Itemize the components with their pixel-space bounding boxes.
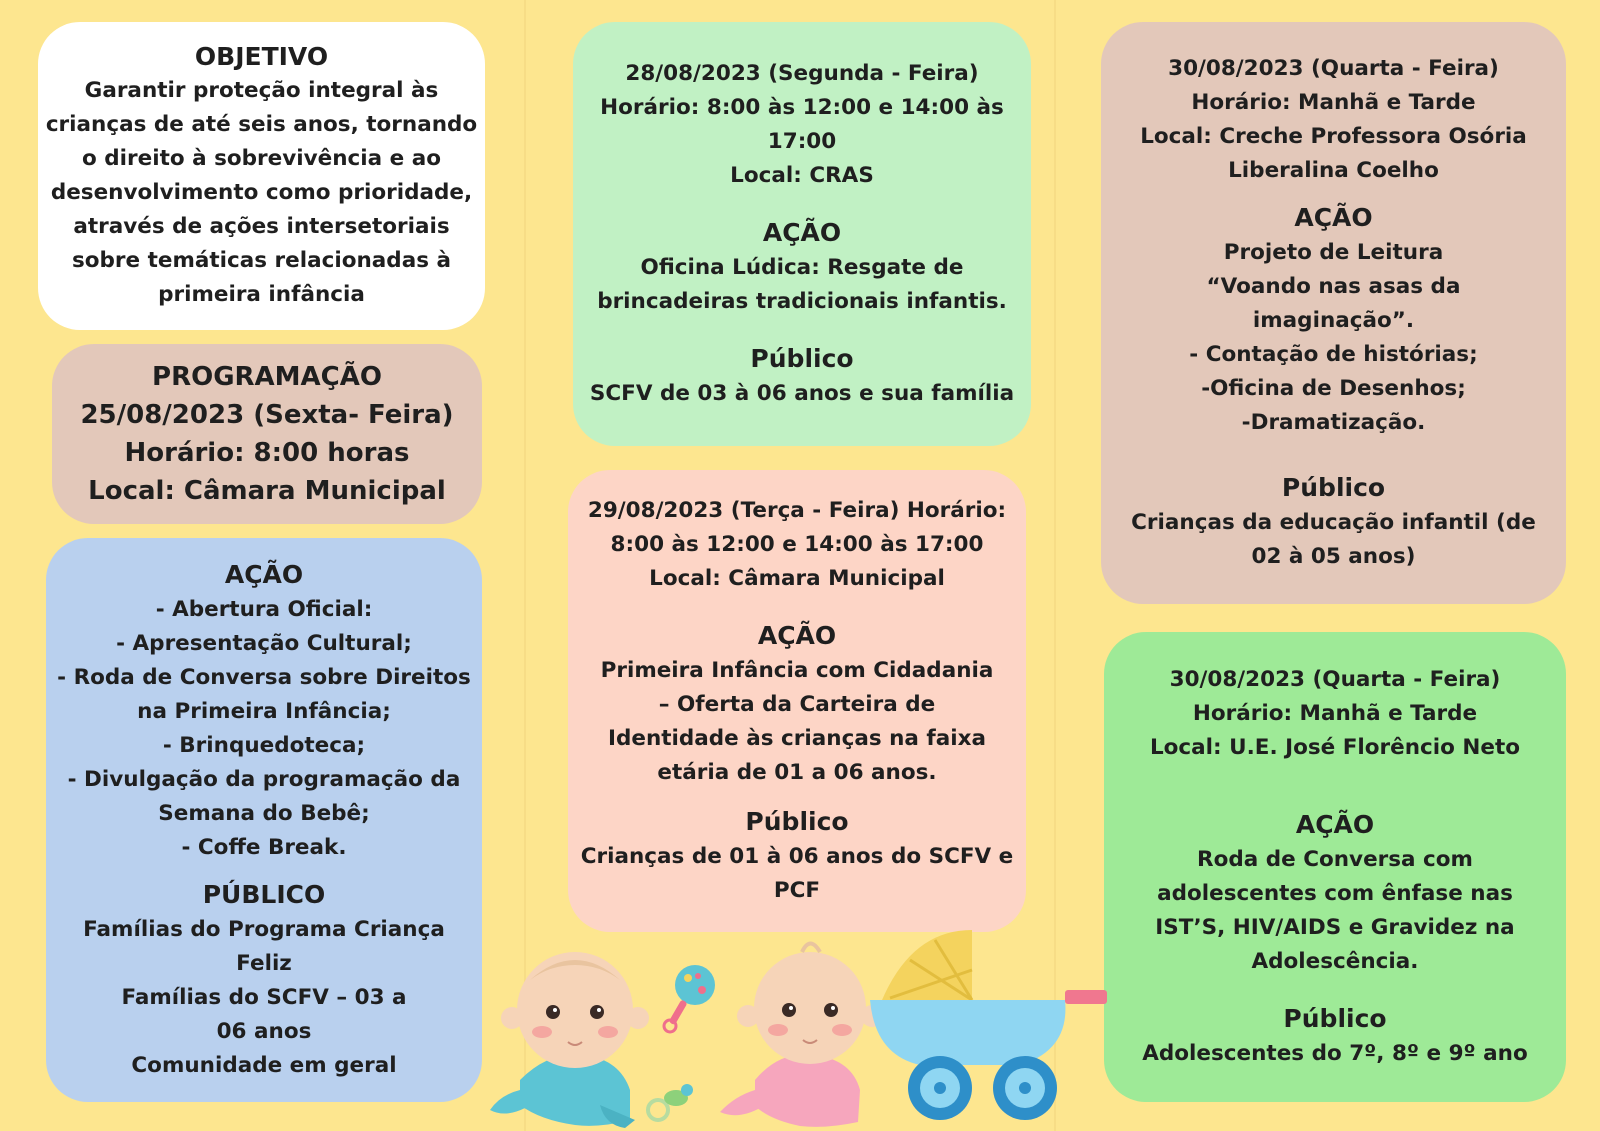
dia-28-location: Local: CRAS: [730, 163, 874, 188]
publico-title: Público: [1281, 473, 1386, 502]
publico-line: Crianças de 01 à 06 anos do SCFV e: [580, 844, 1014, 869]
objetivo-line: Garantir proteção integral às: [84, 78, 439, 103]
publico-line: Comunidade em geral: [131, 1053, 397, 1078]
publico-title: Público: [1283, 1004, 1387, 1033]
publico-line: SCFV de 03 à 06 anos e sua família: [589, 381, 1015, 406]
acao-line: Roda de Conversa com: [1197, 847, 1473, 872]
acao-line: Primeira Infância com Cidadania: [600, 658, 994, 683]
acao-line: Identidade às crianças na faixa: [607, 726, 987, 751]
publico-title: Público: [745, 807, 849, 836]
dia-29-card: [568, 470, 1026, 932]
objetivo-line: primeira infância: [158, 282, 365, 307]
acao-title: AÇÃO: [757, 621, 837, 650]
dia-30-time: Horário: Manhã e Tarde: [1191, 90, 1476, 115]
baby-pink-icon: [720, 944, 883, 1127]
dia-30-date: 30/08/2023 (Quarta - Feira): [1168, 56, 1499, 81]
dia-30-location: Local: U.E. José Florêncio Neto: [1149, 735, 1521, 760]
programacao-location: Local: Câmara Municipal: [88, 476, 446, 506]
acao-line: - Divulgação da programação da: [67, 767, 461, 792]
acao-title: AÇÃO: [762, 218, 842, 247]
objetivo-line: sobre temáticas relacionadas à: [71, 248, 452, 273]
objetivo-card: [38, 22, 485, 330]
acao-line: Adolescência.: [1251, 949, 1419, 974]
objetivo-line: através de ações intersetoriais: [73, 214, 450, 239]
acao-line: -Oficina de Desenhos;: [1201, 376, 1466, 401]
dia-30-location: Local: Creche Professora Osória: [1140, 124, 1527, 149]
dia-30-creche-card: [1101, 22, 1566, 604]
dia-30-date: 30/08/2023 (Quarta - Feira): [1169, 667, 1501, 692]
programacao-card: [52, 344, 482, 524]
dia-28-date: 28/08/2023 (Segunda - Feira): [625, 61, 979, 86]
baby-blue-icon: [490, 952, 649, 1128]
pacifier-icon: [648, 1084, 693, 1120]
publico-line: Famílias do SCFV – 03 a: [121, 985, 407, 1010]
dia-30-location-cont: Liberalina Coelho: [1228, 158, 1439, 183]
acao-line: na Primeira Infância;: [137, 699, 391, 724]
programacao-title: PROGRAMAÇÃO: [152, 362, 382, 392]
dia-29-location: Local: Câmara Municipal: [649, 566, 945, 591]
acao-line: imaginação”.: [1252, 308, 1415, 333]
dia-28-time: Horário: 8:00 às 12:00 e 14:00 às: [600, 95, 1004, 120]
stroller-icon: [870, 930, 1107, 1120]
publico-line: 06 anos: [216, 1019, 312, 1044]
dia-28-time-cont: 17:00: [767, 129, 837, 154]
publico-line: 02 à 05 anos): [1251, 544, 1416, 569]
programacao-time: Horário: 8:00 horas: [124, 438, 410, 468]
programacao-date: 25/08/2023 (Sexta- Feira): [80, 400, 454, 430]
objetivo-line: desenvolvimento como prioridade,: [50, 180, 473, 205]
acao-line: Oficina Lúdica: Resgate de: [640, 255, 964, 280]
acao-line: “Voando nas asas da: [1206, 274, 1461, 299]
acao-line: adolescentes com ênfase nas: [1157, 881, 1513, 906]
acao-line: - Abertura Oficial:: [155, 597, 373, 622]
dia-30-time: Horário: Manhã e Tarde: [1192, 701, 1478, 726]
publico-line: Crianças da educação infantil (de: [1131, 510, 1536, 535]
acao-line: Semana do Bebê;: [158, 801, 370, 826]
publico-line: PCF: [773, 878, 821, 903]
acao-title: AÇÃO: [224, 560, 304, 589]
acao-title: AÇÃO: [1295, 810, 1375, 839]
acao-line: – Oferta da Carteira de: [658, 692, 936, 717]
acao-line: -Dramatização.: [1241, 410, 1426, 435]
publico-line: Adolescentes do 7º, 8º e 9º ano: [1142, 1041, 1528, 1066]
acao-line: brincadeiras tradicionais infantis.: [597, 289, 1007, 314]
dia-29-time: 8:00 às 12:00 e 14:00 às 17:00: [610, 532, 984, 557]
baby-illustration: [480, 930, 1120, 1131]
acao-line: - Contação de histórias;: [1189, 342, 1478, 367]
publico-title: Público: [750, 344, 854, 373]
acao-line: - Apresentação Cultural;: [116, 631, 412, 656]
publico-title: PÚBLICO: [202, 880, 326, 909]
acao-title: AÇÃO: [1294, 203, 1373, 232]
objetivo-line: o direito à sobrevivência e ao: [82, 146, 441, 171]
rattle-icon: [664, 965, 715, 1032]
publico-line: Feliz: [236, 951, 292, 976]
acao-line: etária de 01 a 06 anos.: [657, 760, 937, 785]
acao-line: - Coffe Break.: [181, 835, 347, 860]
acao-line: - Brinquedoteca;: [162, 733, 366, 758]
acao-abertura-card: [46, 538, 482, 1102]
publico-line: Famílias do Programa Criança: [83, 917, 445, 942]
acao-line: Projeto de Leitura: [1223, 240, 1444, 265]
acao-line: - Roda de Conversa sobre Direitos: [57, 665, 471, 690]
objetivo-line: crianças de até seis anos, tornando: [45, 112, 478, 137]
objetivo-title: OBJETIVO: [194, 42, 329, 71]
acao-line: IST’S, HIV/AIDS e Gravidez na: [1155, 915, 1515, 940]
dia-28-card: [573, 22, 1031, 446]
dia-30-escola-card: [1104, 632, 1566, 1102]
dia-29-date: 29/08/2023 (Terça - Feira) Horário:: [587, 498, 1007, 523]
